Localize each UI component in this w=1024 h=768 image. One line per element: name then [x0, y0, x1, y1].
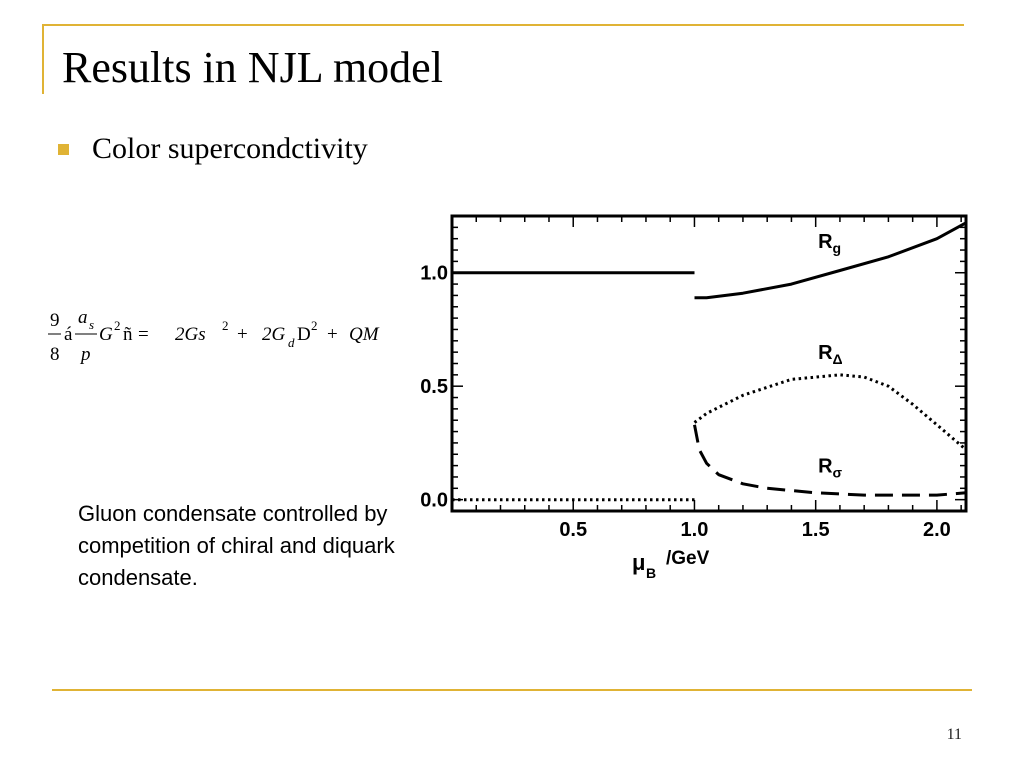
eq-frac1-numerator: 9 [50, 310, 60, 331]
eq-frac2-denominator: p [81, 344, 91, 365]
eq-bracket-close: ñ [123, 324, 133, 345]
x-tick-label: 1.5 [801, 519, 830, 541]
eq-delta: D [297, 324, 311, 345]
eq-term2: 2G [262, 324, 286, 345]
eq-frac1-denominator: 8 [50, 344, 60, 365]
slide-title: Results in NJL model [62, 43, 443, 92]
bullet-text: Color supercondctivity [92, 132, 368, 165]
series-label-rg: $R_g$ [818, 230, 842, 256]
frame-top-rule [42, 24, 964, 26]
y-tick-label: 0.0 [420, 489, 448, 512]
page-number: 11 [946, 726, 962, 743]
frame-bottom-rule [52, 689, 972, 691]
caption-text: Gluon condensate controlled by competition of chiral and diquark condensate. [78, 501, 395, 590]
eq-sup1: 2 [114, 318, 121, 333]
x-tick-label: 0.5 [559, 519, 588, 541]
eq-G: G [99, 324, 113, 345]
x-axis-label [632, 548, 710, 581]
eq-equals: = [138, 324, 149, 345]
series-label-rsigma: $R_\sigma$ [818, 455, 843, 481]
eq-sup2: 2 [222, 318, 229, 333]
y-tick-label: 1.0 [420, 262, 448, 285]
ratio-chart [390, 200, 990, 590]
x-axis-label-sub: B [646, 565, 657, 581]
eq-plus1: + [237, 324, 248, 345]
eq-term3: QM [349, 324, 379, 345]
eq-bracket-open: á [64, 324, 73, 345]
eq-frac2-numerator: a [78, 307, 88, 328]
x-axis-label-symbol: μ [632, 550, 646, 575]
x-tick-label: 1.0 [680, 519, 709, 541]
series-rdelta-line [695, 375, 967, 450]
y-tick-label: 0.5 [420, 376, 448, 399]
frame-left-rule [42, 24, 44, 94]
eq-term2-sub: d [288, 335, 295, 350]
x-tick-label: 2.0 [922, 519, 951, 541]
eq-plus2: + [327, 324, 338, 345]
series-label-rdelta: $R_\Delta$ [818, 341, 843, 367]
eq-frac2-numerator-sub: s [89, 317, 95, 332]
x-axis-label-unit: /GeV [666, 548, 710, 569]
bullet-square-icon [58, 144, 69, 155]
eq-sup3: 2 [311, 318, 318, 333]
eq-term1: 2Gs [175, 324, 206, 345]
condensate-equation [45, 302, 415, 382]
